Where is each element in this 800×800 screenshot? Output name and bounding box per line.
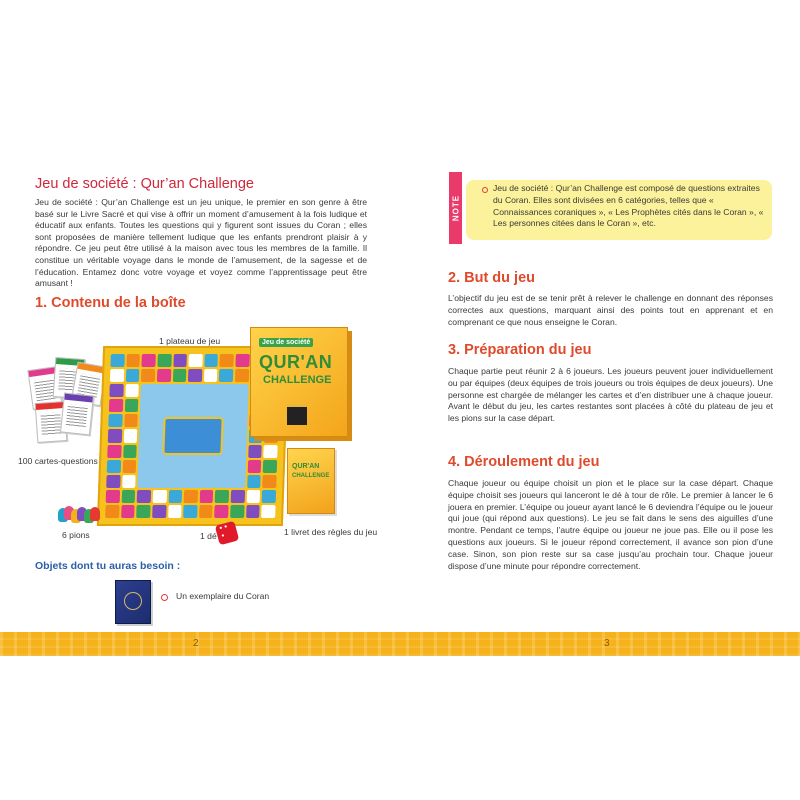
board-square	[109, 399, 123, 412]
board-square	[247, 460, 261, 473]
box-title-line2: CHALLENGE	[263, 374, 332, 386]
board-square	[107, 460, 121, 473]
note-text: Jeu de société : Qur’an Challenge est composé de questions extraites du Coran. Elles sont divisées en 6 catégories, telles que « Connaissances coraniques », « Les Prophètes cités dans le Coran », « Les personnes citées dans le Coran », etc.	[493, 183, 764, 229]
page-title: Jeu de société : Qur’an Challenge	[35, 176, 254, 192]
note-label: NOTE	[451, 194, 460, 222]
quran-emblem-icon	[124, 592, 142, 610]
board-square	[152, 505, 166, 518]
page-number-right: 3	[604, 638, 610, 649]
board-square	[121, 490, 135, 503]
note-tab	[449, 172, 462, 244]
board-square	[230, 505, 244, 518]
section-title-preparation: 3. Préparation du jeu	[448, 342, 592, 358]
board-square	[183, 505, 197, 518]
board-square	[204, 354, 218, 367]
board-square	[235, 354, 249, 367]
board-square	[215, 505, 229, 518]
board-square	[107, 445, 121, 458]
board-square	[108, 429, 122, 442]
board-square	[184, 490, 198, 503]
board-square	[247, 475, 261, 488]
label-quran: Un exemplaire du Coran	[176, 591, 270, 601]
board-center-art	[162, 417, 223, 455]
board-square	[263, 460, 277, 473]
page-number-left: 2	[193, 638, 199, 649]
board-square	[168, 505, 182, 518]
board-square	[263, 475, 277, 488]
board-square	[141, 369, 155, 382]
board-square	[199, 490, 213, 503]
footer-band	[0, 632, 800, 656]
board-square	[126, 354, 140, 367]
box-title-line1: QUR'AN	[259, 352, 333, 372]
objets-title: Objets dont tu auras besoin :	[35, 560, 181, 572]
section-title-contenu: 1. Contenu de la boîte	[35, 295, 186, 311]
board-square	[262, 490, 276, 503]
pawn-icon	[90, 507, 100, 521]
board-square	[105, 505, 119, 518]
board-square	[124, 414, 138, 427]
board-square	[126, 369, 140, 382]
game-box-image	[250, 327, 348, 437]
board-square	[153, 490, 167, 503]
board-square	[168, 490, 182, 503]
board-square	[231, 490, 245, 503]
section-title-but: 2. But du jeu	[448, 270, 535, 286]
board-square	[220, 354, 234, 367]
board-square	[157, 354, 171, 367]
board-square	[219, 369, 233, 382]
board-square	[137, 490, 151, 503]
board-square	[172, 369, 186, 382]
pawns-image	[58, 506, 98, 524]
board-square	[199, 505, 213, 518]
board-center	[137, 384, 248, 488]
bullet-icon	[161, 594, 168, 601]
board-square	[124, 399, 138, 412]
board-square	[215, 490, 229, 503]
rules-booklet-image	[287, 448, 335, 514]
board-square	[109, 384, 123, 397]
label-de: 1 dé	[200, 531, 217, 541]
section-title-deroulement: 4. Déroulement du jeu	[448, 454, 600, 470]
note-box	[466, 180, 772, 240]
booklet-title-line2: CHALLENGE	[292, 473, 330, 479]
board-square	[246, 505, 260, 518]
board-square	[157, 369, 171, 382]
section-text-deroulement: Chaque joueur ou équipe choisit un pion et le place sur la case départ. Chaque équipe choisit ses joueurs qui lanceront le dé à tour de rôle. Le premier à lancer le 6 jouera en premier. L’équipe ou joueur ayant lancé le 6 deviendra l’équipe ou le joueur qui joue (qui répond aux questions). Le jeu se fait dans le sens des aiguilles d’une montre. Pendant ce temps, l’autre équipe ou joueur ne joue pas. Elle ou il pose les questions aux joueurs. Si le joueur répond correctement, il avance son pion d’une case. Sinon, son pion reste sur sa case jusqu’au prochain tour. Chaque joueur dispose d’une minute pour répondre correctement.	[448, 478, 773, 571]
quran-book-image	[115, 580, 151, 624]
question-card	[60, 393, 94, 436]
label-livret: 1 livret des règles du jeu	[284, 527, 378, 537]
board-square	[110, 354, 124, 367]
label-cartes: 100 cartes-questions	[18, 456, 98, 466]
board-square	[188, 369, 202, 382]
board-square	[110, 369, 124, 382]
board-square	[108, 414, 122, 427]
board-square	[264, 445, 278, 458]
box-brand: Jeu de société	[259, 338, 313, 347]
board-square	[121, 505, 135, 518]
label-pions: 6 pions	[62, 530, 90, 540]
section-text-but: L’objectif du jeu est de se tenir prêt à relever le challenge en donnant des réponses correctes aux questions, marquant ainsi des points tout en apprenant et en comprenant ce que nous enseigne le Coran.	[448, 293, 773, 327]
kaaba-icon	[287, 404, 307, 425]
booklet-title-line1: QUR'AN	[292, 463, 320, 470]
board-square	[142, 354, 156, 367]
board-square	[204, 369, 218, 382]
board-square	[106, 475, 120, 488]
section-text-preparation: Chaque partie peut réunir 2 à 6 joueurs. Les joueurs peuvent jouer individuellement ou par équipes (deux équipes de trois joueurs ou trois équipes de deux joueurs). Une personne est chargée de mélanger les cartes et d’en distribuer une à chaque joueur. Avant le début du jeu, les cartes restantes sont placées à côté du plateau de jeu et les pions sur la case départ.	[448, 366, 773, 424]
label-plateau: 1 plateau de jeu	[159, 336, 221, 346]
board-square	[136, 505, 150, 518]
board-square	[122, 475, 136, 488]
bullet-icon	[482, 187, 488, 193]
board-square	[235, 369, 249, 382]
board-square	[248, 445, 262, 458]
board-square	[106, 490, 120, 503]
board-square	[261, 505, 275, 518]
board-square	[123, 445, 137, 458]
board-square	[125, 384, 139, 397]
board-square	[122, 460, 136, 473]
board-square	[189, 354, 203, 367]
intro-paragraph: Jeu de société : Qur’an Challenge est un jeu unique, le premier en son genre à être basé sur le Livre Sacré et qui vise à offrir un moment d’amusement à la fois ludique et éducatif aux enfants. Toutes les questions qui y figurent sont issues du Coran ; elles sont proposées de manière tellement ludique que les enfants prendront plaisir à y répondre. Ce jeu peut être utilisé à la maison avec tous les membres de la famille. Il constitue un véritable voyage dans le monde de l’amusement, de la sagesse et de l’éducation. Entamez donc votre voyage et voyez comme l’apprentissage peut être amusant !	[35, 197, 367, 289]
board-square	[173, 354, 187, 367]
board-square	[123, 429, 137, 442]
board-square	[246, 490, 260, 503]
